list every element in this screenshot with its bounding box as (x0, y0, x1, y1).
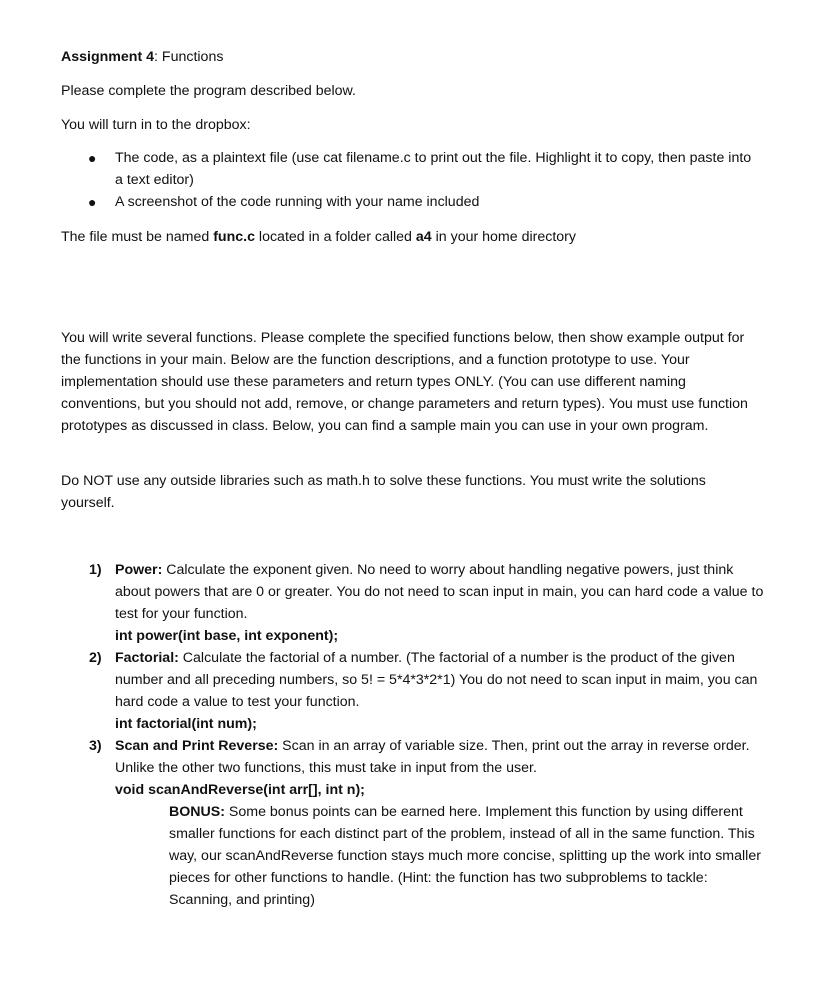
item-factorial-label: Factorial: (115, 650, 179, 666)
item-scan-reverse (115, 735, 765, 801)
assignment-title-bold: Assignment 4 (61, 49, 155, 65)
intro-text: Please complete the program described below. (61, 83, 356, 99)
bonus-text: Some bonus points can be earned here. Implement this function by using different smaller functions for each distinct part of the problem, instead of all in the same function. This way, our scanAndReverse function stays much more concise, splitting up the work into smaller pieces for other functions to handle. (Hint: the function has two subproblems to tackle: Scanning, and printing) (169, 804, 761, 908)
file-line-part-a: The file must be named (61, 229, 214, 245)
item-scan-reverse-label: Scan and Print Reverse: (115, 738, 279, 754)
turn-in-item-screenshot (61, 191, 761, 213)
file-line-part-c: located in a folder called (254, 229, 416, 245)
item-power-text: Calculate the exponent given. No need to worry about handling negative powers, just think about powers that are 0 or greater. You do not need to scan input in main, you can hard code a value to test for your function. (115, 562, 764, 622)
turn-in-item-code (61, 147, 761, 191)
turn-in-item-screenshot-text: A screenshot of the code running with your name included (115, 194, 480, 210)
item-factorial-prototype: int factorial(int num); (115, 716, 257, 732)
bonus-label: BONUS: (169, 804, 225, 820)
folder-name: a4 (415, 229, 432, 245)
item-factorial-text: Calculate the factorial of a number. (The factorial of a number is the product of the given number and all preceding numbers, so 5! = 5*4*3*2*1) You do not need to scan input in maim, you can hard code a value to test your function. (115, 650, 758, 710)
item-power (115, 559, 765, 647)
item-power-prototype: int power(int base, int exponent); (115, 628, 339, 644)
item-scan-reverse-prototype: void scanAndReverse(int arr[], int n); (115, 782, 365, 798)
file-name-line (61, 226, 761, 248)
bullet-icon: ● (88, 150, 97, 166)
item-power-label: Power: (115, 562, 163, 578)
item-scan-reverse-text: Scan in an array of variable size. Then, print out the array in reverse order. Unlike the other two functions, this must take in input from the user. (115, 738, 750, 776)
turn-in-text: You will turn in to the dropbox: (61, 117, 251, 133)
turn-in-list (61, 147, 761, 213)
item-factorial (115, 647, 765, 735)
file-line-part-e: in your home directory (431, 229, 576, 245)
bullet-icon: ● (88, 194, 97, 210)
item-number-2: 2) (89, 650, 102, 666)
item-number-3: 3) (89, 738, 102, 754)
item-number-1: 1) (89, 562, 102, 578)
file-name: func.c (213, 229, 255, 245)
assignment-title-rest: : Functions (154, 49, 224, 65)
bonus-paragraph (169, 801, 769, 911)
assignment-title (61, 46, 761, 68)
description-paragraph: You will write several functions. Please complete the specified functions below, then show example output for the functions in your main. Below are the function descriptions, and a function prototype to use. Your implementation should use these parameters and return types ONLY. (You can use different naming conventions, but you should not add, remove, or change parameters and return types). You must use function prototypes as discussed in class. Below, you can find a sample main you can use in your own program. (61, 330, 748, 434)
turn-in-item-code-text: The code, as a plaintext file (use cat filename.c to print out the file. Highlight it to copy, then paste into a text editor) (115, 150, 752, 188)
no-libraries-paragraph: Do NOT use any outside libraries such as math.h to solve these functions. You must write the solutions yourself. (61, 473, 706, 511)
